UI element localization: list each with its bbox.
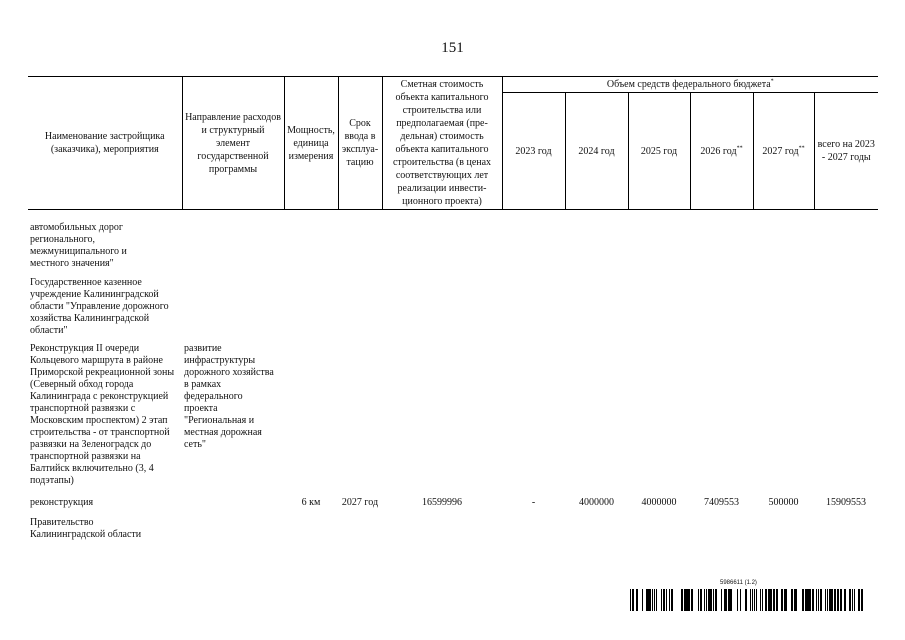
header-total: всего на 2023 - 2027 годы: [814, 93, 878, 210]
cell-capacity: 6 км: [301, 496, 321, 508]
header-cost: Сметная стоимость объекта капитального строительства или предполагаемая (пре-дельная) стоимость объекта капитального строительства (в ценах соответствующих лет реализации инвести-ционного проекта): [382, 77, 502, 210]
row-name: Государственное казенное учреждение Калининградской области "Управление дорожного хозяйства Калининградской области": [30, 276, 169, 336]
row-name: Реконструкция II очереди Кольцевого маршрута в районе Приморской рекреационной зоны (Северный обход города Калининграда с реконструкцией транспортной развязки с Московским проспектом) 2 этап строительства - от транспортной развязки на Зеленоградск до транспортной развязки на Балтийск включительно (3, 4 подэтапы): [30, 342, 175, 486]
cell-term: 2027 год: [341, 496, 379, 508]
cell-2023: -: [531, 496, 536, 508]
header-direction: Направление расходов и структурный элемент государственной программы: [182, 77, 284, 210]
row-name: Правительство Калининградской области: [30, 516, 142, 540]
header-year: 2026 год**: [690, 93, 753, 210]
header-year: 2027 год**: [753, 93, 814, 210]
cell-2024: 4000000: [579, 496, 614, 508]
header-federal-label: Объем средств федерального бюджета: [606, 79, 771, 91]
row-name: автомобильных дорог регионального, межмуниципального и местного значения": [30, 221, 127, 269]
header-capacity: Мощность, единица измерения: [284, 77, 338, 210]
page-number: 151: [441, 40, 464, 56]
cell-2025: 4000000: [641, 496, 677, 508]
header-federal-mark: *: [770, 78, 774, 85]
table-row: [28, 497, 878, 509]
investment-table: [28, 76, 878, 541]
header-year: 2025 год: [628, 93, 690, 210]
row-name: реконструкция: [30, 496, 94, 508]
header-federal-budget: [502, 77, 878, 93]
row-direction: развитие инфраструктуры дорожного хозяйства в рамках федерального проекта "Региональная и местная дорожная сеть": [184, 342, 274, 450]
header-year: 2024 год: [565, 93, 628, 210]
cell-total: 15909553: [826, 496, 867, 508]
header-year: 2023 год: [502, 93, 565, 210]
cell-2026: 7409553: [704, 496, 739, 508]
header-term: Срок ввода в эксплуа-тацию: [338, 77, 382, 210]
barcode-label: 5986611 (1.2): [720, 580, 757, 586]
cell-cost: 16599996: [422, 496, 462, 508]
header-name: Наименование застройщика (заказчика), мероприятия: [28, 77, 182, 210]
barcode-icon: [630, 589, 863, 611]
cell-2027: 500000: [768, 496, 799, 508]
